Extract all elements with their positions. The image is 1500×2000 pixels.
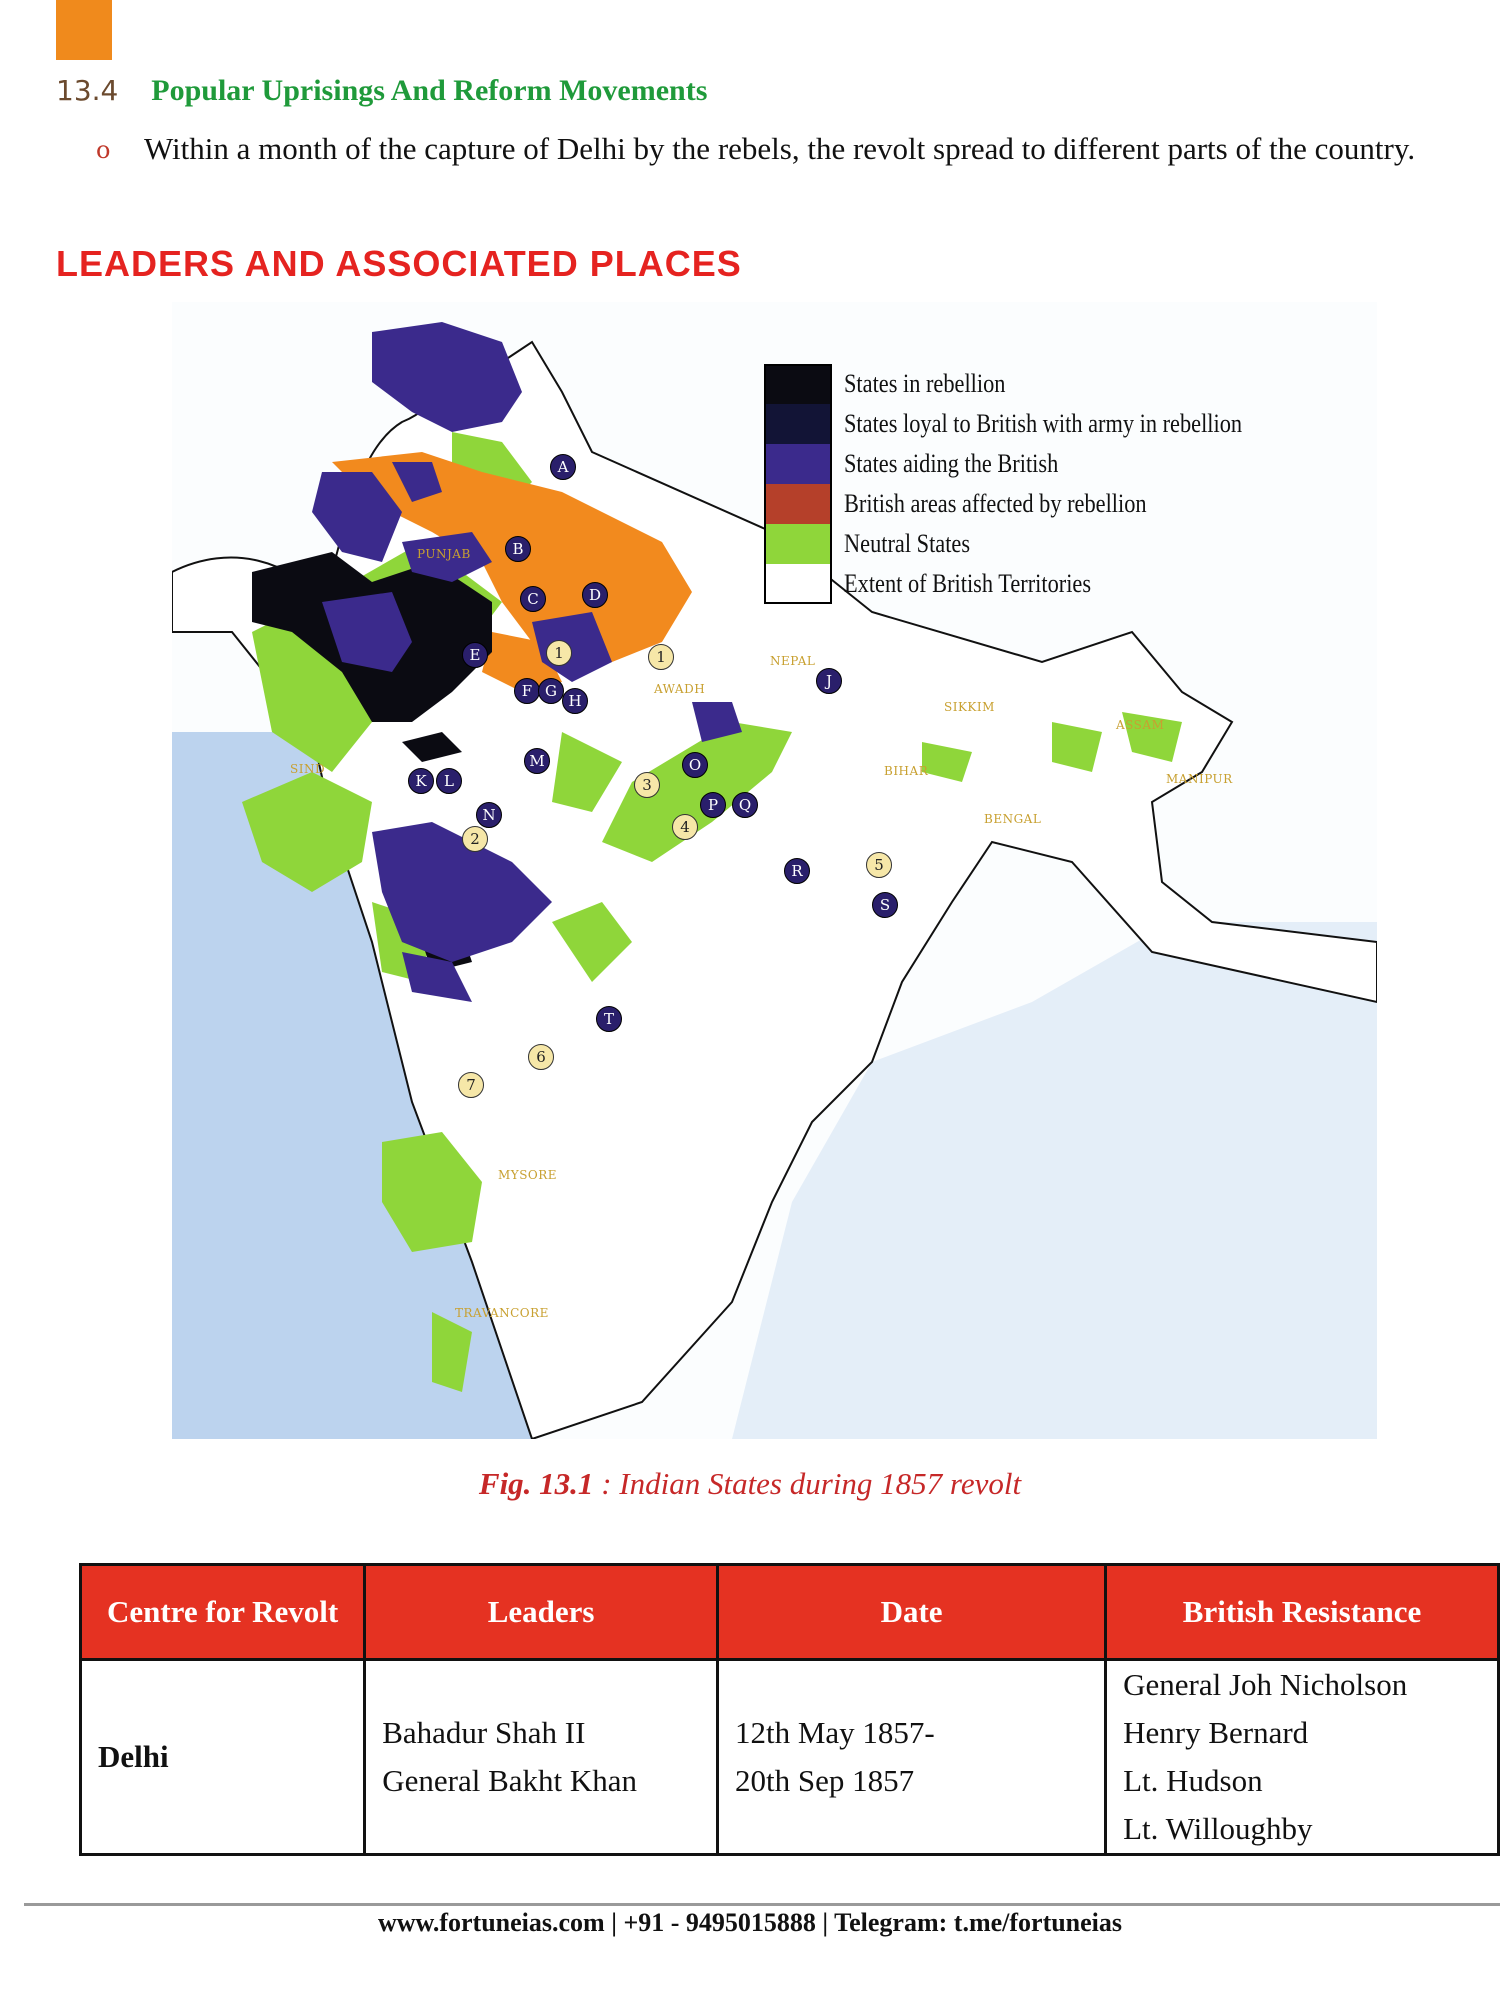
map-marker: G (538, 678, 564, 704)
section-heading (56, 74, 707, 108)
resistance-name: Henry Bernard (1123, 1715, 1309, 1750)
map-region-label: TRAVANCORE (455, 1306, 549, 1320)
map-marker: N (476, 802, 502, 828)
legend-swatch (764, 444, 832, 484)
map-region-label: BIHAR (884, 764, 929, 778)
map-region-label: PUNJAB (417, 547, 471, 561)
map-region-label: NEPAL (770, 654, 816, 668)
map-region-label: SIKKIM (944, 700, 995, 714)
section-number: 13.4 (56, 74, 119, 107)
legend-label: British areas affected by rebellion (844, 489, 1147, 518)
resistance-cell (1106, 1660, 1499, 1855)
legend-label: States in rebellion (844, 369, 1006, 398)
map-marker: A (550, 454, 576, 480)
map-marker: H (562, 688, 588, 714)
map-marker: 1 (648, 644, 674, 670)
resistance-name: Lt. Hudson (1123, 1763, 1263, 1798)
india-1857-map (172, 302, 1377, 1439)
legend-entry (764, 404, 1307, 444)
map-region-label: BENGAL (984, 812, 1042, 826)
resistance-name: Lt. Willoughby (1123, 1811, 1313, 1846)
map-marker: 5 (866, 852, 892, 878)
table-header-cell: Date (718, 1565, 1106, 1660)
map-marker: T (596, 1006, 622, 1032)
map-marker: R (784, 858, 810, 884)
leader-name: Bahadur Shah II (382, 1715, 586, 1750)
legend-entry (764, 364, 1307, 404)
map-marker: 2 (462, 826, 488, 852)
map-marker: L (436, 768, 462, 794)
legend-entry (764, 524, 1307, 564)
map-marker: K (408, 768, 434, 794)
legend-label: States aiding the British (844, 449, 1059, 478)
table-header-row (81, 1565, 1499, 1660)
legend-swatch (764, 484, 832, 524)
map-legend (764, 364, 1307, 604)
leader-name: General Bakht Khan (382, 1763, 638, 1798)
map-region-label: ASSAM (1116, 718, 1165, 732)
legend-label: States loyal to British with army in rebellion (844, 409, 1243, 438)
figure-separator: : (593, 1466, 620, 1501)
legend-entry (764, 484, 1307, 524)
legend-entry (764, 444, 1307, 484)
resistance-name: General Joh Nicholson (1123, 1667, 1408, 1702)
map-marker: C (520, 586, 546, 612)
map-marker: M (524, 748, 550, 774)
legend-entry (764, 564, 1307, 604)
map-marker: 6 (528, 1044, 554, 1070)
page-footer: www.fortuneias.com | +91 - 9495015888 | Telegram: t.me/fortuneias (377, 1908, 1123, 1937)
map-marker: F (514, 678, 540, 704)
map-marker: 7 (458, 1072, 484, 1098)
map-region-label: AWADH (654, 682, 706, 696)
map-marker: O (682, 752, 708, 778)
bullet-circle-icon: o (96, 136, 111, 164)
map-region-label: MYSORE (498, 1168, 558, 1182)
map-marker: J (816, 668, 842, 694)
legend-swatch (764, 524, 832, 564)
figure-text: Indian States during 1857 revolt (619, 1466, 1022, 1501)
table-header-cell: Centre for Revolt (81, 1565, 365, 1660)
centre-cell: Delhi (81, 1660, 365, 1855)
leaders-heading: LEADERS AND ASSOCIATED PLACES (56, 243, 742, 284)
table-header-cell: British Resistance (1106, 1565, 1499, 1660)
legend-swatch (764, 564, 832, 604)
table-header-cell: Leaders (365, 1565, 718, 1660)
map-marker: 1 (546, 640, 572, 666)
footer-divider (24, 1903, 1500, 1906)
state-aiding-british-shape (372, 322, 522, 432)
date-cell (718, 1660, 1106, 1855)
legend-label: Neutral States (844, 529, 971, 558)
map-marker: B (505, 536, 531, 562)
figure-caption (0, 1466, 1500, 1502)
legend-label: Extent of British Territories (844, 569, 1092, 598)
bullet-text: Within a month of the capture of Delhi by the rebels, the revolt spread to different parts of the country. (144, 131, 1416, 166)
map-marker: 3 (634, 772, 660, 798)
map-marker: Q (732, 792, 758, 818)
table-row (81, 1660, 1499, 1855)
map-region-label: MANIPUR (1166, 772, 1233, 786)
figure-label: Fig. 13.1 (478, 1466, 594, 1501)
map-marker: P (700, 792, 726, 818)
legend-swatch (764, 404, 832, 444)
map-region-label: SIND (290, 762, 326, 776)
legend-swatch (764, 364, 832, 404)
map-marker: E (462, 642, 488, 668)
map-marker: S (872, 892, 898, 918)
leaders-cell (365, 1660, 718, 1855)
section-title: Popular Uprisings And Reform Movements (151, 74, 708, 107)
revolt-centres-table (79, 1563, 1500, 1856)
bullet-point (96, 126, 1491, 171)
section-color-tab (56, 0, 112, 60)
date-line: 12th May 1857- (735, 1715, 935, 1750)
map-marker: 4 (672, 814, 698, 840)
date-line: 20th Sep 1857 (735, 1763, 915, 1798)
map-marker: D (582, 582, 608, 608)
